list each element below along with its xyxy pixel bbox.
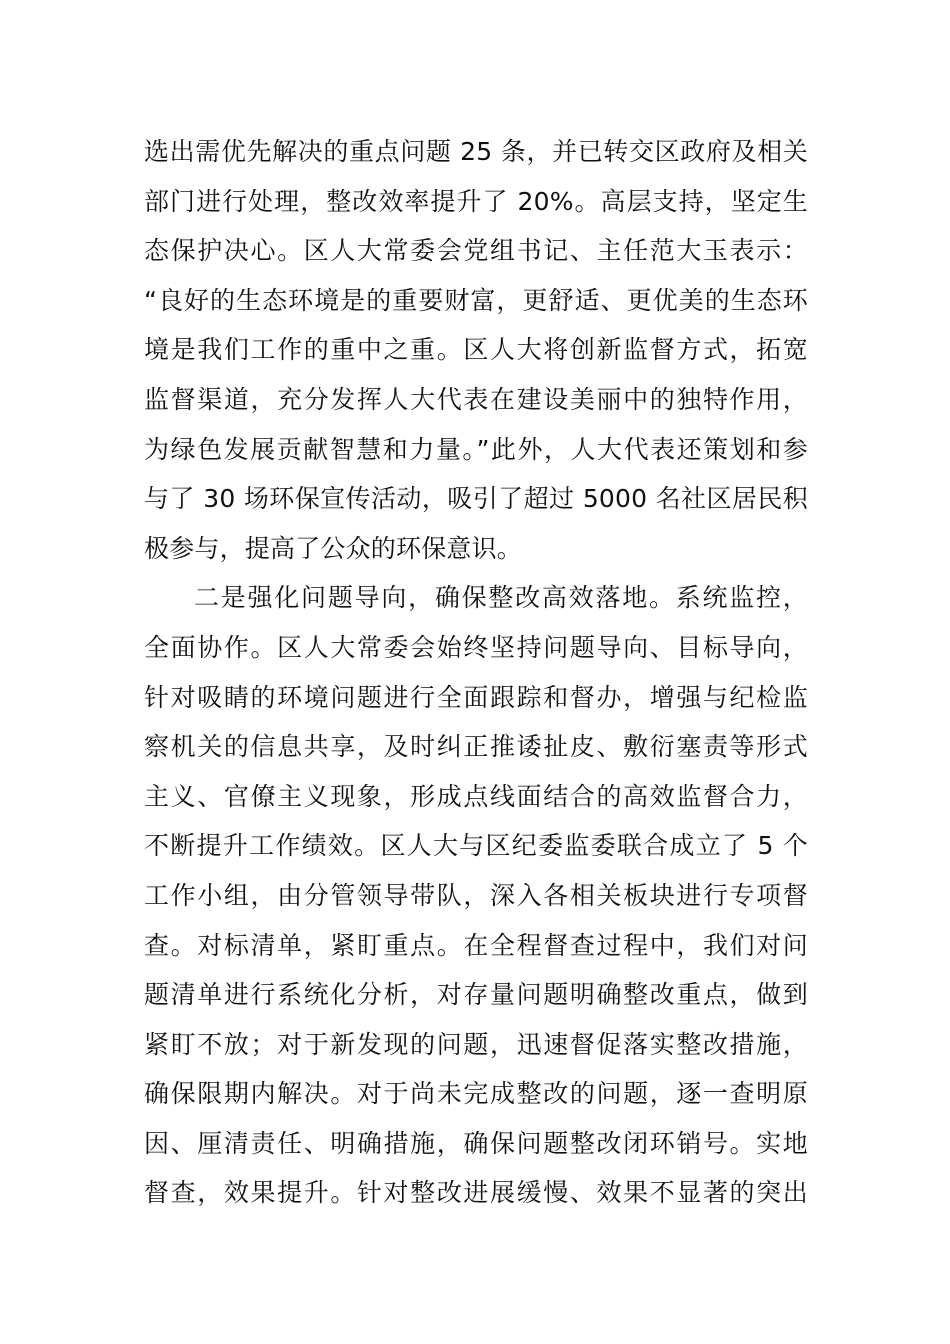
text-line: 不断提升工作绩效。区人大与区纪委监委联合成立了 5 个 [144,831,808,861]
text-line: 极参与，提高了公众的环保意识。 [144,533,523,563]
text-line: 二是强化问题导向，确保整改高效落地。系统监控， [194,583,808,613]
text-line: 选出需优先解决的重点问题 25 条，并已转交区政府及相关 [144,137,808,166]
text-line: 察机关的信息共享，及时纠正推诿扯皮、敷衍塞责等形式 [144,732,808,762]
text-line: 主义、官僚主义现象，形成点线面结合的高效监督合力， [144,781,808,811]
text-line: 态保护决心。区人大常委会党组书记、主任范大玉表示： [144,236,808,266]
text-line: 紧盯不放；对于新发现的问题，迅速督促落实整改措施， [144,1029,808,1059]
text-line: 因、厘清责任、明确措施，确保问题整改闭环销号。实地 [144,1128,808,1158]
text-line: 与了 30 场环保宣传活动，吸引了超过 5000 名社区居民积 [144,484,808,514]
text-line: “良好的生态环境是的重要财富，更舒适、更优美的生态环 [144,285,808,315]
text-line: 工作小组，由分管领导带队，深入各相关板块进行专项督 [144,880,808,910]
text-line: 部门进行处理，整改效率提升了 20%。高层支持，坚定生 [144,186,808,216]
text-line: 题清单进行系统化分析，对存量问题明确整改重点，做到 [144,980,808,1010]
text-line: 确保限期内解决。对于尚未完成整改的问题，逐一查明原 [144,1079,808,1109]
text-line: 查。对标清单，紧盯重点。在全程督查过程中，我们对问 [144,930,808,960]
text-line: 督查，效果提升。针对整改进展缓慢、效果不显著的突出 [144,1178,808,1208]
text-line: 全面协作。区人大常委会始终坚持问题导向、目标导向， [144,632,808,662]
text-line: 为绿色发展贡献智慧和力量。”此外，人大代表还策划和参 [144,434,808,464]
text-line: 针对吸睛的环境问题进行全面跟踪和督办，增强与纪检监 [144,682,808,712]
body-text [144,127,808,1218]
text-line: 境是我们工作的重中之重。区人大将创新监督方式，拓宽 [144,335,808,365]
text-line: 监督渠道，充分发挥人大代表在建设美丽中的独特作用， [144,384,808,414]
